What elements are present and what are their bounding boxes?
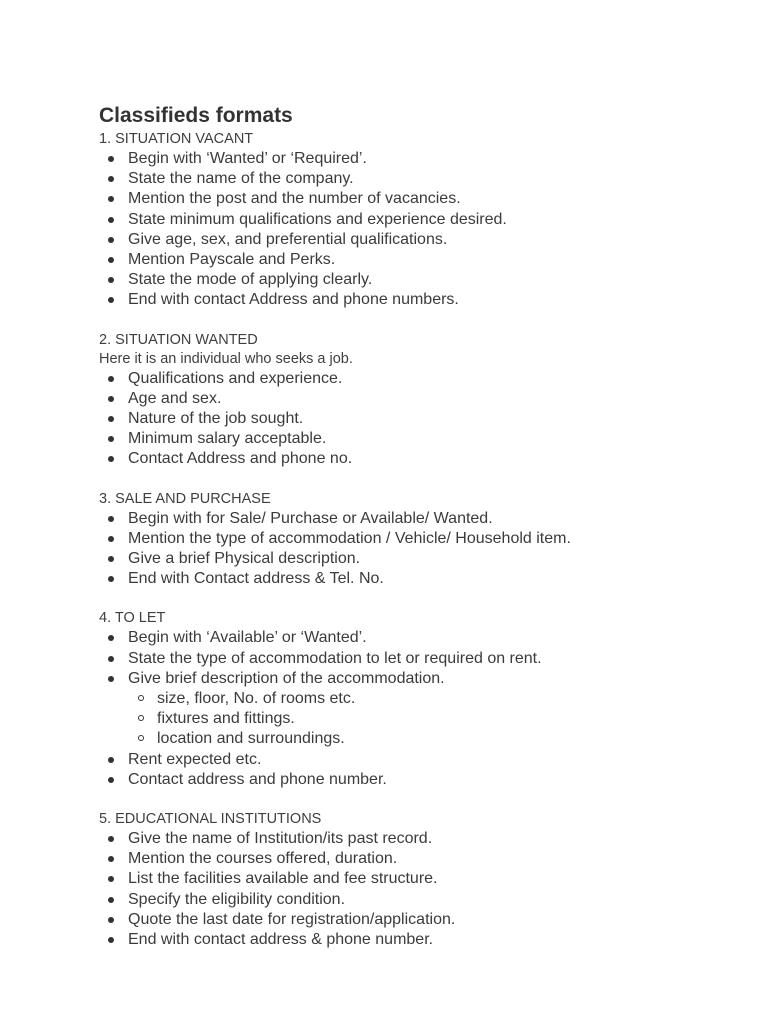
bullet-dot-icon bbox=[108, 257, 114, 263]
list-item-text: Quote the last date for registration/application. bbox=[128, 910, 456, 928]
list-item-text: Mention the type of accommodation / Vehicle/ Household item. bbox=[128, 529, 571, 547]
sub-list-item bbox=[128, 709, 739, 729]
list-item bbox=[99, 230, 739, 250]
list-item bbox=[99, 628, 739, 648]
list-item bbox=[99, 189, 739, 209]
list-item bbox=[99, 389, 739, 409]
list-item bbox=[99, 210, 739, 230]
list-item-text: Age and sex. bbox=[128, 389, 222, 407]
bullet-circle-icon bbox=[138, 735, 144, 741]
list-item bbox=[99, 869, 739, 889]
section-heading: 4. TO LET bbox=[99, 610, 166, 627]
bullet-dot-icon bbox=[108, 217, 114, 223]
list-item-text: Mention the post and the number of vacancies. bbox=[128, 190, 461, 208]
bullet-dot-icon bbox=[108, 917, 114, 923]
bullet-dot-icon bbox=[108, 777, 114, 783]
bullet-circle-icon bbox=[138, 715, 144, 721]
list-item bbox=[99, 649, 739, 669]
list-item-text: End with contact Address and phone numbers. bbox=[128, 291, 459, 309]
section-gap bbox=[99, 311, 739, 330]
list-item bbox=[99, 529, 739, 549]
list-item-text: Begin with for Sale/ Purchase or Available/ Wanted. bbox=[128, 509, 493, 527]
list-item bbox=[99, 290, 739, 310]
list-item-text: List the facilities available and fee structure. bbox=[128, 870, 438, 888]
list-item-text: Give a brief Physical description. bbox=[128, 550, 361, 568]
list-item-text: Give age, sex, and preferential qualifications. bbox=[128, 230, 448, 248]
list-item-text: State the mode of applying clearly. bbox=[128, 271, 373, 289]
section-gap bbox=[99, 790, 739, 809]
bullet-dot-icon bbox=[108, 676, 114, 682]
bullet-dot-icon bbox=[108, 556, 114, 562]
list-item bbox=[99, 250, 739, 270]
section bbox=[99, 809, 739, 950]
list-item-text: Contact Address and phone no. bbox=[128, 450, 353, 468]
sub-list-item-text: fixtures and fittings. bbox=[157, 710, 295, 728]
list-item-text: State minimum qualifications and experience desired. bbox=[128, 210, 507, 228]
bullet-dot-icon bbox=[108, 897, 114, 903]
section-heading: 5. EDUCATIONAL INSTITUTIONS bbox=[99, 811, 322, 828]
list-item bbox=[99, 429, 739, 449]
sections-container bbox=[99, 129, 739, 950]
list-item bbox=[99, 770, 739, 790]
page-title: Classifieds formats bbox=[99, 104, 293, 127]
section-gap bbox=[99, 589, 739, 608]
section bbox=[99, 129, 739, 311]
bullet-dot-icon bbox=[108, 237, 114, 243]
list-item bbox=[99, 910, 739, 930]
list-item-text: Mention Payscale and Perks. bbox=[128, 251, 336, 269]
bullet-list bbox=[99, 829, 739, 950]
list-item-text: Nature of the job sought. bbox=[128, 410, 304, 428]
list-item-text: Qualifications and experience. bbox=[128, 369, 343, 387]
list-item-text: Mention the courses offered, duration. bbox=[128, 850, 398, 868]
list-item bbox=[99, 270, 739, 290]
bullet-dot-icon bbox=[108, 937, 114, 943]
bullet-dot-icon bbox=[108, 536, 114, 542]
section-heading: 1. SITUATION VACANT bbox=[99, 131, 254, 147]
bullet-dot-icon bbox=[108, 436, 114, 442]
bullet-dot-icon bbox=[108, 376, 114, 382]
bullet-dot-icon bbox=[108, 656, 114, 662]
bullet-list bbox=[99, 628, 739, 790]
list-item-text: Begin with ‘Available’ or ‘Wanted’. bbox=[128, 629, 367, 647]
list-item-text: Rent expected etc. bbox=[128, 750, 262, 768]
section bbox=[99, 489, 739, 590]
sub-list-item bbox=[128, 689, 739, 709]
list-item bbox=[99, 549, 739, 569]
bullet-dot-icon bbox=[108, 856, 114, 862]
list-item bbox=[99, 449, 739, 469]
bullet-list bbox=[99, 509, 739, 590]
bullet-dot-icon bbox=[108, 277, 114, 283]
list-item bbox=[99, 890, 739, 910]
bullet-list bbox=[99, 369, 739, 470]
section-heading: 2. SITUATION WANTED bbox=[99, 331, 258, 348]
bullet-dot-icon bbox=[108, 516, 114, 522]
list-item-text: State the type of accommodation to let or required on rent. bbox=[128, 649, 542, 667]
document-page bbox=[99, 103, 739, 950]
bullet-dot-icon bbox=[108, 876, 114, 882]
bullet-dot-icon bbox=[108, 416, 114, 422]
list-item-text: Contact address and phone number. bbox=[128, 770, 387, 788]
list-item-text: State the name of the company. bbox=[128, 170, 354, 188]
list-item-text: End with Contact address & Tel. No. bbox=[128, 570, 384, 588]
list-item-text: Minimum salary acceptable. bbox=[128, 430, 327, 448]
bullet-dot-icon bbox=[108, 156, 114, 162]
bullet-dot-icon bbox=[108, 576, 114, 582]
list-item-text: Give brief description of the accommodation. bbox=[128, 669, 445, 687]
bullet-dot-icon bbox=[108, 396, 114, 402]
list-item bbox=[99, 750, 739, 770]
section bbox=[99, 330, 739, 470]
list-item-text: Give the name of Institution/its past record. bbox=[128, 830, 433, 848]
sub-list-item-text: location and surroundings. bbox=[157, 730, 345, 748]
list-item-text: Specify the eligibility condition. bbox=[128, 890, 346, 908]
list-item-text: Begin with ‘Wanted’ or ‘Required’. bbox=[128, 150, 367, 167]
sub-bullet-list bbox=[128, 689, 739, 750]
list-item bbox=[99, 149, 739, 169]
section-intro: Here it is an individual who seeks a job. bbox=[99, 350, 353, 367]
list-item bbox=[99, 569, 739, 589]
section-gap bbox=[99, 470, 739, 489]
bullet-dot-icon bbox=[108, 635, 114, 641]
list-item bbox=[99, 829, 739, 849]
bullet-list bbox=[99, 149, 739, 311]
list-item bbox=[99, 369, 739, 389]
list-item bbox=[99, 509, 739, 529]
bullet-dot-icon bbox=[108, 757, 114, 763]
list-item bbox=[99, 930, 739, 950]
bullet-dot-icon bbox=[108, 836, 114, 842]
bullet-dot-icon bbox=[108, 297, 114, 303]
bullet-circle-icon bbox=[138, 695, 144, 701]
list-item bbox=[99, 409, 739, 429]
bullet-dot-icon bbox=[108, 196, 114, 202]
list-item bbox=[99, 669, 739, 750]
sub-list-item bbox=[128, 729, 739, 749]
sub-list-item-text: size, floor, No. of rooms etc. bbox=[157, 690, 356, 708]
list-item bbox=[99, 169, 739, 189]
bullet-dot-icon bbox=[108, 456, 114, 462]
list-item bbox=[99, 849, 739, 869]
list-item-text: End with contact address & phone number. bbox=[128, 931, 434, 949]
section-heading: 3. SALE AND PURCHASE bbox=[99, 490, 271, 507]
section bbox=[99, 608, 739, 790]
bullet-dot-icon bbox=[108, 176, 114, 182]
